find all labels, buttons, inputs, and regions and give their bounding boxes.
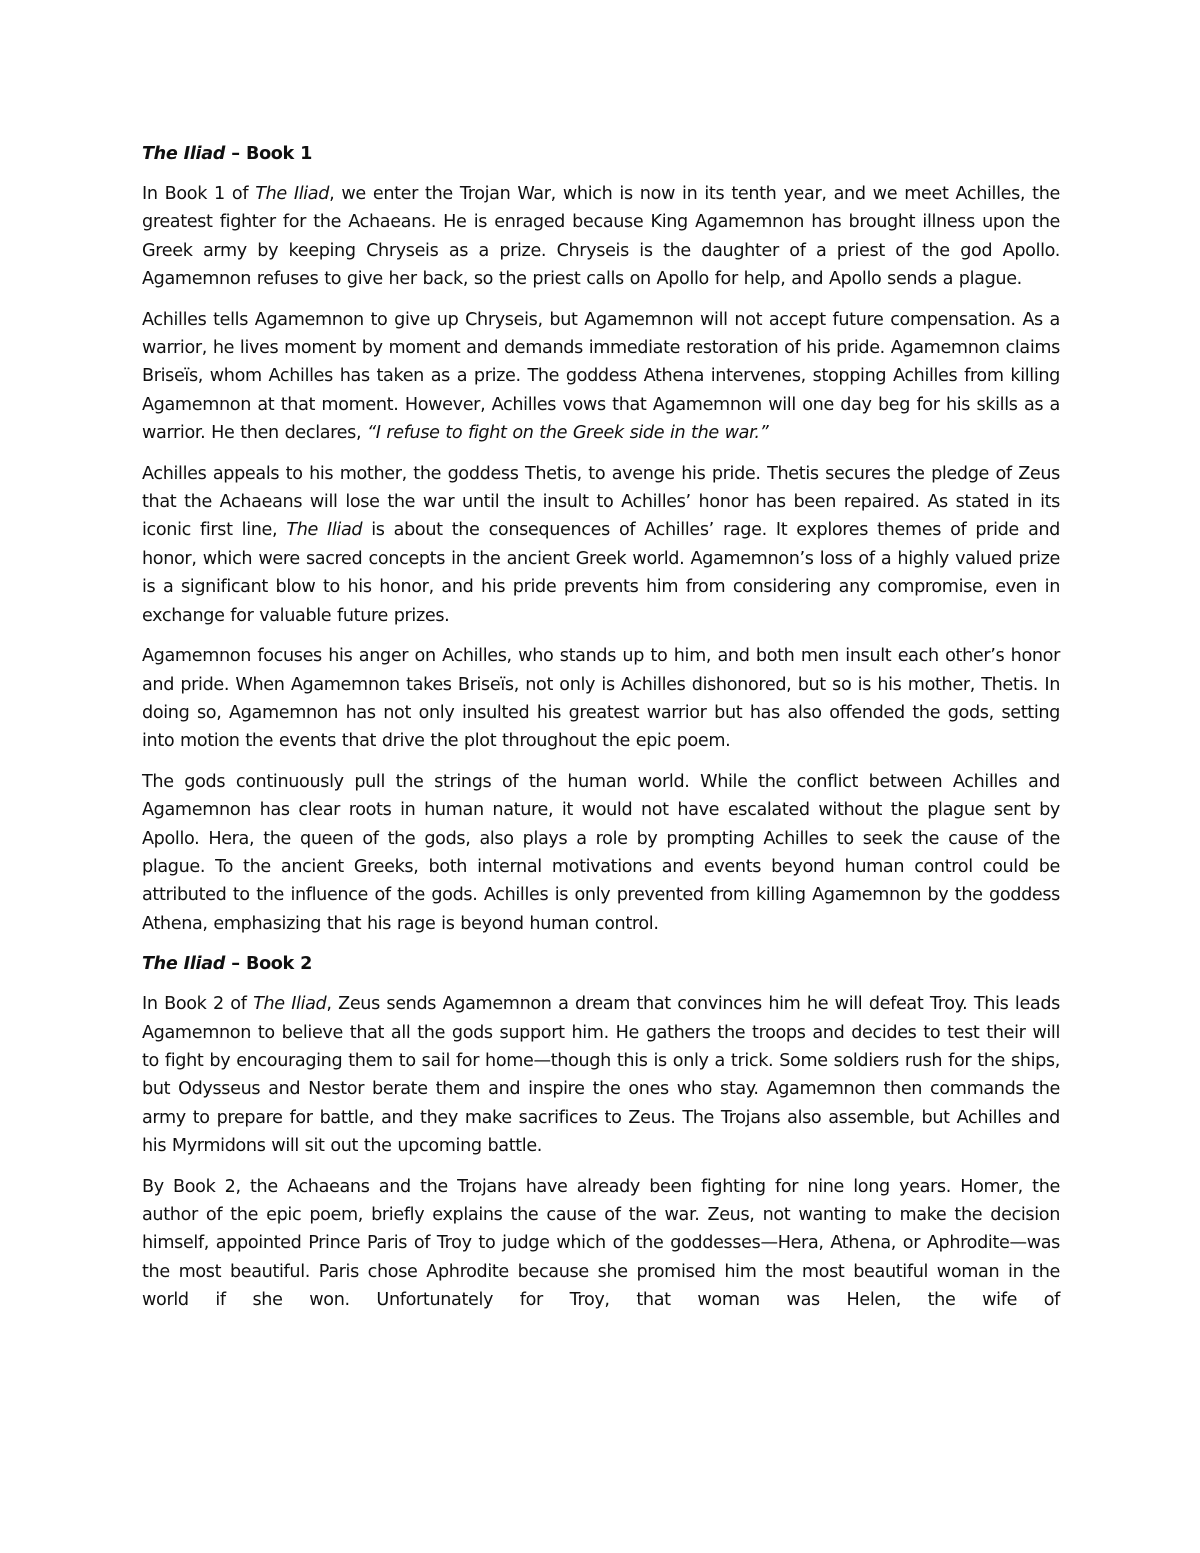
- paragraph: [142, 1173, 1060, 1315]
- paragraph: [142, 990, 1060, 1160]
- paragraph-text: In Book 2 of: [142, 994, 254, 1015]
- section-heading-book-2: [142, 950, 1060, 978]
- section-heading-book-1: [142, 140, 1060, 168]
- paragraph: [142, 768, 1060, 938]
- paragraph-text: By Book 2, the Achaeans and the Trojans have already been fighting for nine long years. Homer, the author of the epic poem, briefly explains the cause of the war. Zeus, not wanting to make the decision himself, appointed Prince Paris of Troy to judge which of the goddesses—Hera, Athena, or Aphrodite—was the most beautiful. Paris chose Aphrodite because she promised him the most beautiful woman in the world if she won. Unfortunately for Troy, that woman was Helen, the wife of: [142, 1176, 1060, 1311]
- paragraph: [142, 642, 1060, 756]
- italic-quote: “I refuse to fight on the Greek side in the war.”: [366, 423, 769, 444]
- paragraph-text: Achilles tells Agamemnon to give up Chryseis, but Agamemnon will not accept future compensation. As a warrior, he lives moment by moment and demands immediate restoration of his pride. Agamemnon claims Briseïs, whom Achilles has taken as a prize. The goddess Athena intervenes, stopping Achilles from killing Agamemnon at that moment. However, Achilles vows that Agamemnon will one day beg for his skills as a warrior. He then declares,: [142, 309, 1060, 444]
- paragraph-text: The gods continuously pull the strings of the human world. While the conflict between Achilles and Agamemnon has clear roots in human nature, it would not have escalated without the plague sent by Apollo. Hera, the queen of the gods, also plays a role by prompting Achilles to seek the cause of the plague. To the ancient Greeks, both internal motivations and events beyond human control could be attributed to the influence of the gods. Achilles is only prevented from killing Agamemnon by the goddess Athena, emphasizing that his rage is beyond human control.: [142, 771, 1060, 934]
- paragraph-text: Agamemnon focuses his anger on Achilles, who stands up to him, and both men insult each other’s honor and pride. When Agamemnon takes Briseïs, not only is Achilles dishonored, but so is his mother, Thetis. In doing so, Agamemnon has not only insulted his greatest warrior but has also offended the gods, setting into motion the events that drive the plot throughout the epic poem.: [142, 646, 1060, 752]
- heading-title: The Iliad: [142, 144, 226, 164]
- paragraph: [142, 306, 1060, 448]
- italic-title: The Iliad: [286, 520, 363, 541]
- paragraph: [142, 460, 1060, 630]
- italic-title: The Iliad: [255, 184, 330, 204]
- paragraph-text: Achilles appeals to his mother, the goddess Thetis, to avenge his pride. Thetis secures the pledge of Zeus that the Achaeans will lose the war until the insult to Achilles’ honor has been repaired. As stated in its iconic first line,: [142, 463, 1060, 541]
- paragraph-text: , Zeus sends Agamemnon a dream that convinces him he will defeat Troy. This leads Agamemnon to believe that all the gods support him. He gathers the troops and decides to test their will to fight by encouraging them to sail for home—though this is only a trick. Some soldiers rush for the ships, but Odysseus and Nestor berate them and inspire the ones who stay. Agamemnon then commands the army to prepare for battle, and they make sacrifices to Zeus. The Trojans also assemble, but Achilles and his Myrmidons will sit out the upcoming battle.: [142, 994, 1060, 1157]
- document-page: [142, 140, 1060, 1327]
- heading-label: – Book 1: [225, 144, 313, 164]
- heading-label: – Book 2: [225, 954, 313, 975]
- paragraph: [142, 180, 1060, 294]
- italic-title: The Iliad: [253, 994, 327, 1015]
- paragraph-text: In Book 1 of: [142, 184, 256, 204]
- paragraph-text: is about the consequences of Achilles’ rage. It explores themes of pride and honor, which were sacred concepts in the ancient Greek world. Agamemnon’s loss of a highly valued prize is a significant blow to his honor, and his pride prevents him from considering any compromise, even in exchange for valuable future prizes.: [142, 520, 1060, 626]
- paragraph-text: , we enter the Trojan War, which is now in its tenth year, and we meet Achilles, the greatest fighter for the Achaeans. He is enraged because King Agamemnon has brought illness upon the Greek army by keeping Chryseis as a prize. Chryseis is the daughter of a priest of the god Apollo. Agamemnon refuses to give her back, so the priest calls on Apollo for help, and Apollo sends a plague.: [142, 184, 1060, 290]
- heading-title: The Iliad: [142, 954, 226, 975]
